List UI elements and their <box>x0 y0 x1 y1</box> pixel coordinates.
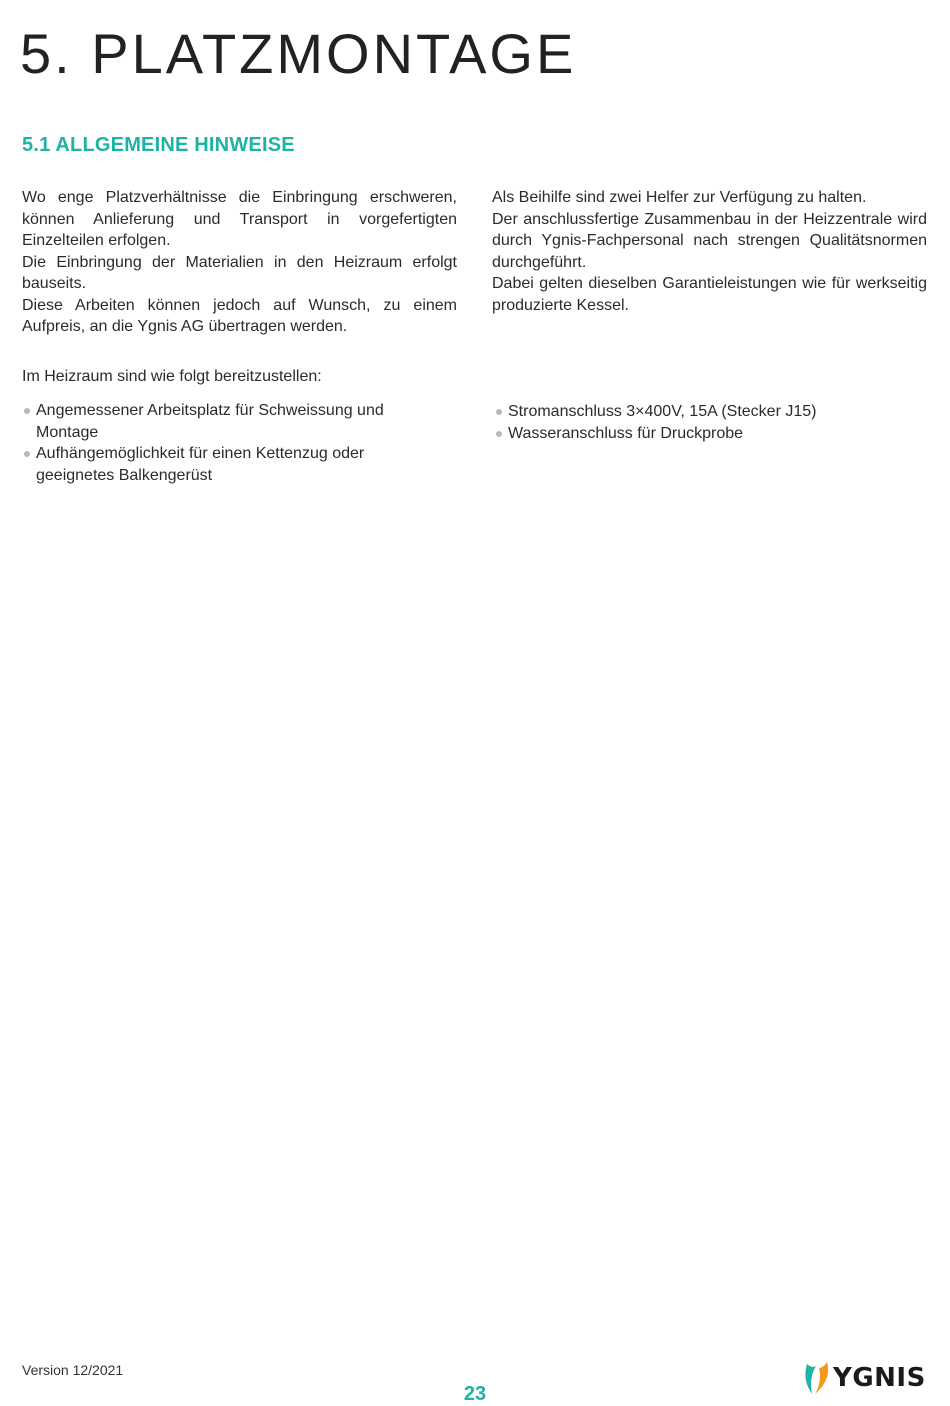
left-text-column <box>22 187 457 338</box>
paragraph: Als Beihilfe sind zwei Helfer zur Verfügung zu halten. <box>492 189 867 206</box>
paragraph: Wo enge Platzverhältnisse die Einbringung erschweren, können Anlieferung und Transport in vorgefertigten Einzelteilen erfolgen. <box>22 189 457 249</box>
bullet-icon <box>24 408 30 414</box>
logo-text: YGNIS <box>833 1363 926 1393</box>
paragraph: Der anschlussfertige Zusammenbau in der Heizzentrale wird durch Ygnis-Fachpersonal nach strengen Qualitätsnormen durchgeführt. <box>492 210 927 271</box>
bullet-icon <box>496 431 502 437</box>
list-item-text: Angemessener Arbeitsplatz für Schweissung und Montage <box>36 402 384 441</box>
requirements-list-left <box>22 400 442 486</box>
ygnis-logo <box>803 1360 926 1396</box>
list-item <box>494 423 914 445</box>
bullet-icon <box>24 451 30 457</box>
list-item-text: Wasseranschluss für Druckprobe <box>508 424 744 442</box>
page-number: 23 <box>463 1383 487 1405</box>
requirements-list-right <box>494 401 914 444</box>
version-label: Version 12/2021 <box>22 1362 124 1378</box>
list-item-text: Stromanschluss 3×400V, 15A (Stecker J15) <box>508 403 817 420</box>
paragraph: Die Einbringung der Materialien in den Heizraum erfolgt bauseits. <box>22 253 457 292</box>
section-heading: 5.1 ALLGEMEINE HINWEISE <box>22 134 295 156</box>
bullet-icon <box>496 409 502 415</box>
list-item <box>22 400 442 443</box>
list-item <box>494 401 914 423</box>
ygnis-flame-logo-icon <box>803 1360 831 1396</box>
requirements-intro: Im Heizraum sind wie folgt bereitzustellen: <box>22 368 322 385</box>
list-item-text: Aufhängemöglichkeit für einen Kettenzug oder geeignetes Balkengerüst <box>36 445 365 484</box>
paragraph: Dabei gelten dieselben Garantieleistungen wie für werkseitig produzierte Kessel. <box>492 275 927 314</box>
right-text-column <box>492 187 927 316</box>
paragraph: Diese Arbeiten können jedoch auf Wunsch, zu einem Aufpreis, an die Ygnis AG übertragen werden. <box>22 296 457 335</box>
list-item <box>22 443 442 486</box>
page-title: 5. PLATZMONTAGE <box>20 22 577 85</box>
